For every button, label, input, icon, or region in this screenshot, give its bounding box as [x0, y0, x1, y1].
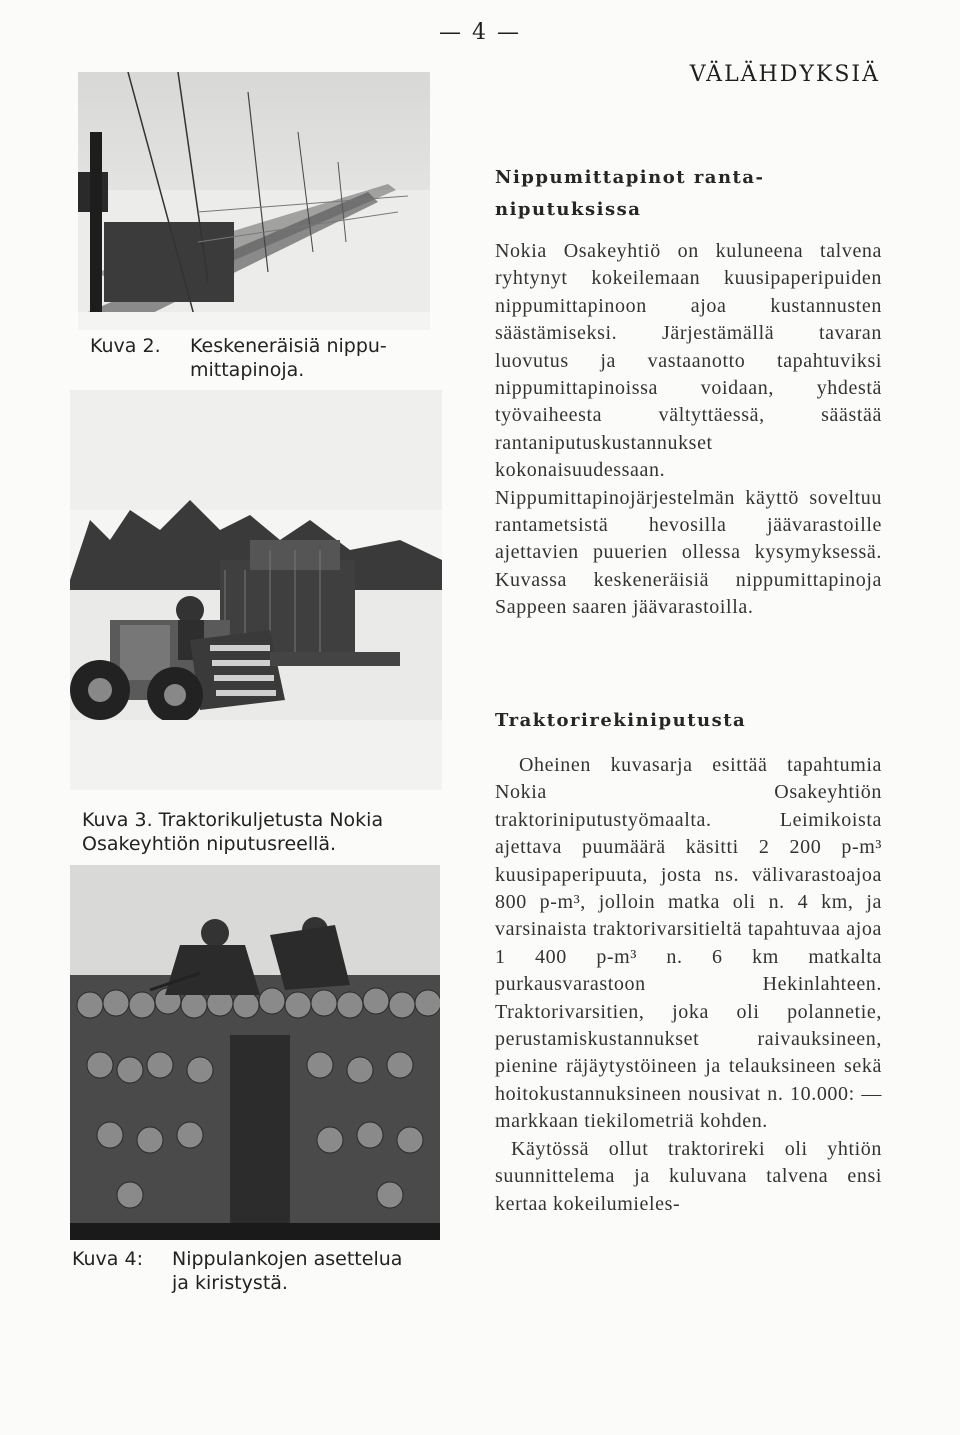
- article-2-paragraph-2: Käytössä ollut traktorireki oli yhtiön suunnittelema ja kuluvana talvena ensi kertaa kokeilumieles-: [495, 1137, 882, 1215]
- article-1-paragraph: Nokia Osakeyhtiö on kuluneena talvena ryhtynyt kokeilemaan kuusipaperipuiden nippumittapinoon ajoa kustannusten säästämiseksi. Järjestämällä tavaran luovutus ja vastaanotto tapahtuviksi nippumittapinoissa voidaan, yhdestä työvaiheesta vältyttäessä, säästää rantaniputuskustannukset kokonaisuudessaan. Nippumittapinojärjestelmän käyttö soveltuu rantametsistä hevosilla jäävarastoille ajettavien puuerien ollessa kysymyksessä. Kuvassa keskeneräisiä nippumittapinoja Sappeen saaren jäävarastoilla.: [495, 240, 882, 619]
- figure-3-caption: [82, 808, 442, 856]
- article-1-title: Nippumittapinot ranta- niputuksissa: [495, 167, 765, 220]
- figure-2-caption: [90, 334, 430, 382]
- photo-bundle-piles: [78, 72, 430, 330]
- figure-2-text: Keskeneräisiä nippu- mittapinoja.: [190, 335, 387, 381]
- figure-3-label: Kuva 3.: [82, 809, 153, 831]
- figure-2-label: Kuva 2.: [90, 335, 161, 357]
- photo-tractor: [70, 390, 442, 790]
- section-header: VÄLÄHDYKSIÄ: [689, 62, 880, 87]
- article-2-body: [495, 752, 882, 1218]
- photo-log-stack: [70, 865, 440, 1240]
- article-2-paragraph-1: Oheinen kuvasarja esittää tapahtumia Nokia Osakeyhtiön traktoriniputustyömaalta. Leimikoista ajettava puumäärä käsitti 2 200 p-m³ kuusipaperipuuta, josta ns. välivarastoajoa 800 p-m³, jolloin matka oli n. 4 km, ja varsinaista traktorivarsitieltä tapahtuvaa ajoa 1 400 p-m³ n. 6 km matkalta purkausvarastoon Hekinlahteen. Traktorivarsitien, joka oli polannetie, perustamiskustannukset raivauksineen, pienine räjäytystöineen ja telauksineen sekä hoitokustannuksineen nousivat n. 10.000: — markkaan tiekilometriä kohden.: [495, 754, 882, 1133]
- figure-4-label: Kuva 4:: [72, 1248, 143, 1270]
- article-1-body: [495, 238, 882, 622]
- article-2-title: Traktorirekiniputusta: [495, 710, 747, 731]
- figure-4-text: Nippulankojen asettelua ja kiristystä.: [172, 1248, 403, 1294]
- figure-4-caption: [72, 1247, 442, 1295]
- page-number: — 4 —: [439, 20, 521, 45]
- figure-3-text: Traktorikuljetusta Nokia Osakeyhtiön niputusreellä.: [82, 809, 384, 855]
